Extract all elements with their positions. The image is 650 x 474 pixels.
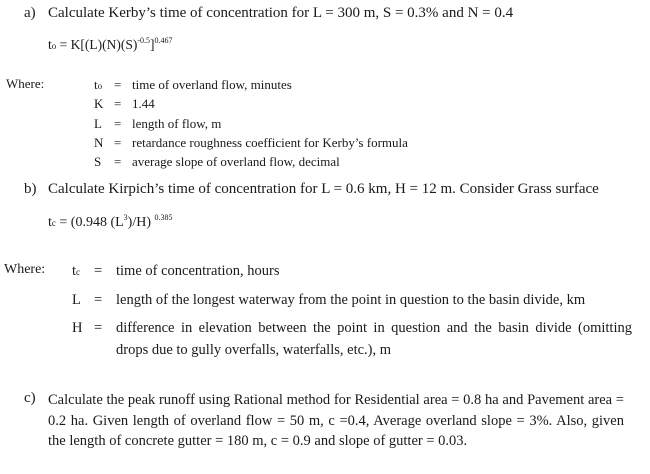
variable-equals: =: [94, 263, 103, 279]
variable-symbol: S: [94, 154, 102, 170]
variable-symbol: H: [72, 320, 83, 336]
variable-description: time of concentration, hours: [116, 263, 280, 279]
variable-symbol: tc: [72, 263, 81, 279]
variable-row: [72, 317, 632, 361]
variable-description: time of overland flow, minutes: [132, 77, 292, 92]
variable-symbol: L: [72, 292, 81, 308]
variable-description: length of the longest waterway from the point in question to the basin divide, km: [116, 292, 586, 308]
formula-lhs: t: [48, 37, 52, 52]
variable-row: [94, 114, 408, 133]
part-c-marker: c): [24, 390, 36, 406]
kerby-variable-list: [94, 75, 408, 171]
kirpich-formula: [48, 215, 173, 231]
where-label-a: Where:: [6, 76, 45, 91]
variable-row: [94, 94, 408, 113]
part-c-question: Calculate the peak runoff using Rational method for Residential area = 0.8 ha and Pavement area = 0.2 ha. Given length of overland flow = 50 m, c =0.4, Average overland slope = 3%. Also, given the length of concrete gutter = 180 m, c = 0.9 and slope of gutter = 0.03.: [48, 392, 624, 449]
variable-symbol: to: [94, 77, 103, 92]
formula-rhs-a: = (0.948 (L: [55, 215, 124, 230]
variable-equals: =: [94, 320, 103, 336]
part-b-marker: b): [24, 181, 37, 197]
variable-equals: =: [114, 154, 122, 170]
kirpich-variable-list: [72, 260, 632, 361]
variable-row: [94, 152, 408, 171]
formula-rhs-b: )/H): [127, 215, 155, 230]
variable-description: length of flow, m: [132, 115, 222, 131]
variable-equals: =: [114, 96, 122, 112]
variable-row: [72, 289, 632, 311]
variable-description: average slope of overland flow, decimal: [132, 154, 340, 170]
variable-symbol: N: [94, 134, 104, 150]
part-a-marker: a): [24, 5, 36, 21]
variable-equals: =: [114, 77, 122, 92]
formula-l-exponent: 3: [123, 213, 128, 222]
formula-lhs-sub: c: [51, 218, 56, 228]
formula-inner-exponent: -0.5: [137, 36, 151, 45]
variable-description: retardance roughness coefficient for Kerby’s formula: [132, 134, 408, 150]
variable-symbol: K: [94, 96, 104, 112]
formula-close: ]: [150, 37, 155, 52]
variable-row: [94, 133, 408, 152]
formula-rhs: = K[(L)(N)(S): [56, 37, 138, 52]
variable-equals: =: [114, 134, 122, 150]
variable-equals: =: [94, 292, 103, 308]
variable-equals: =: [114, 115, 122, 131]
variable-row: [94, 75, 408, 94]
formula-outer-exponent: 0.385: [154, 213, 173, 222]
variable-symbol: L: [94, 115, 102, 131]
where-label-b: Where:: [4, 262, 46, 277]
formula-outer-exponent: 0.467: [154, 36, 173, 45]
variable-description: difference in elevation between the point in question and the basin divide (omitting drops due to gully overfalls, waterfalls, etc.), m: [116, 320, 632, 358]
variable-row: [72, 260, 632, 283]
formula-lhs: t: [48, 215, 52, 230]
variable-description: 1.44: [132, 96, 155, 112]
part-a-question: Calculate Kerby’s time of concentration for L = 300 m, S = 0.3% and N = 0.4: [48, 5, 514, 21]
formula-lhs-sub: o: [51, 41, 57, 51]
part-b-question: Calculate Kirpich’s time of concentration for L = 0.6 km, H = 12 m. Consider Grass surface: [48, 181, 599, 197]
kerby-formula: [48, 37, 173, 53]
